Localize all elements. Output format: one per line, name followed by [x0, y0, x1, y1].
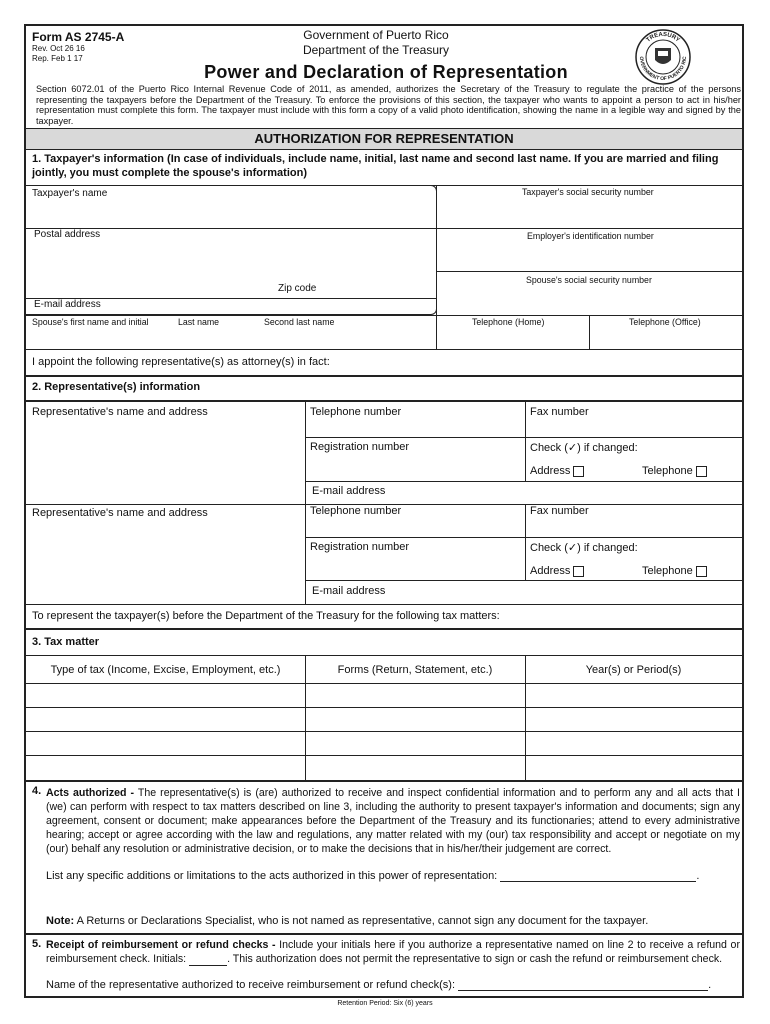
tax-type-header: Type of tax (Income, Excise, Employment, etc.): [50, 664, 281, 676]
agency-block: [226, 28, 526, 58]
government-name: Government of Puerto Rico: [303, 28, 449, 42]
appoint-text: I appoint the following representative(s) as attorney(s) in fact:: [32, 356, 330, 368]
forms-header: Forms (Return, Statement, etc.): [337, 664, 493, 676]
ssn-field[interactable]: [438, 198, 740, 226]
refund-representative-field[interactable]: [458, 990, 708, 991]
spouse-ssn-field[interactable]: [438, 286, 740, 314]
taxpayer-email-field[interactable]: [96, 299, 426, 313]
limitations-text: List any specific additions or limitations to the acts authorized in this power of representation: .: [46, 870, 700, 882]
section4-title: Acts authorized -: [46, 787, 135, 799]
represent-text: To represent the taxpayer(s) before the Department of the Treasury for the following tax matters:: [32, 610, 500, 622]
checkbox-icon[interactable]: [696, 466, 707, 477]
rep2-check-changed-label: Check (✓) if changed:: [530, 542, 638, 554]
rep2-telephone-check[interactable]: Telephone: [642, 565, 707, 577]
tel-office-field[interactable]: [591, 328, 741, 348]
section5-title: Receipt of reimbursement or refund checks -: [46, 939, 276, 951]
rep2-address-check[interactable]: Address: [530, 565, 584, 577]
rep1-email-label: E-mail address: [312, 485, 386, 497]
retention-period: Retention Period: Six (6) years: [337, 1000, 433, 1007]
rep2-fax-label: Fax number: [530, 505, 589, 517]
spouse-name-field[interactable]: [26, 328, 434, 348]
rep1-address-check[interactable]: Address: [530, 465, 584, 477]
seal-top-text: TREASURY: [645, 31, 681, 44]
tax-matter-table-body[interactable]: [26, 684, 742, 780]
section3-heading: 3. Tax matter: [32, 636, 100, 648]
ein-field[interactable]: [438, 242, 740, 269]
section2-heading: 2. Representative(s) information: [32, 381, 201, 393]
reprint-date: Rep. Feb 1 17: [32, 54, 83, 63]
postal-address-label: Postal address: [34, 229, 101, 240]
email-label: E-mail address: [34, 299, 101, 310]
period-header: Year(s) or Period(s): [585, 664, 682, 676]
form-id-block: [32, 30, 124, 64]
last-name-label: Last name: [178, 317, 220, 327]
rep2-telephone-label: Telephone number: [310, 505, 402, 517]
checkbox-icon[interactable]: [573, 566, 584, 577]
section4-number: 4.: [32, 785, 42, 797]
taxpayer-name-field[interactable]: [26, 198, 434, 226]
rep1-telephone-label: Telephone number: [310, 406, 402, 418]
limitations-field[interactable]: [500, 881, 696, 882]
spouse-ssn-label: Spouse's social security number: [526, 275, 652, 285]
rep1-telephone-check[interactable]: Telephone: [642, 465, 707, 477]
ssn-label: Taxpayer's social security number: [522, 187, 654, 197]
rep1-name-field[interactable]: [26, 421, 304, 503]
section-band: AUTHORIZATION FOR REPRESENTATION: [26, 128, 742, 150]
seal-bottom-text: OVERNMENT OF PUERTO RIC: [637, 56, 689, 83]
rep1-check-changed-label: Check (✓) if changed:: [530, 442, 638, 454]
intro-paragraph: Section 6072.01 of the Puerto Rico Internal Revenue Code of 2011, as amended, authorizes the Secretary of the Treasury to regulate the practice of the persons representing the taxpayers before the Department of the Treasury. To enforce the provisions of this section, the taxpayer who wants to appoint a person to act in his/her representation must complete this form. The taxpayer must include with this form a copy of a valid photo identification, showing the name in a legible way and signed by the taxpayer.: [36, 84, 741, 126]
zip-code-label: Zip code: [278, 283, 317, 294]
treasury-seal-icon: [634, 28, 692, 86]
tel-home-field[interactable]: [438, 328, 588, 348]
rep2-name-field[interactable]: [26, 521, 304, 603]
second-last-name-label: Second last name: [264, 317, 335, 327]
rep1-fax-label: Fax number: [530, 406, 589, 418]
section4-paragraph: Acts authorized - The representative(s) is (are) authorized to receive and inspect confidential information and to perform any and all acts that I (we) can perform with respect to tax matters described on line 3, including the authority to present taxpayer's information and documents; sign any agreement, consent or document; make appearances before the Department of the Treasury and its functionaries; attend to every administrative hearing; accept or agree according with the law and regulations, any matter related with my (our) tax responsibility and accept or negotiate on my (our) behalf any resolution or administrative decision, or to make the decisions that in his/her/their judgement are correct.: [46, 787, 740, 855]
note-text: Note: A Returns or Declarations Specialist, who is not named as representative, cannot sign any document for the taxpayer.: [46, 915, 649, 927]
form-page: [24, 24, 744, 998]
checkbox-icon[interactable]: [573, 466, 584, 477]
revision-date: Rev. Oct 26 16: [32, 44, 85, 53]
section5-number: 5.: [32, 938, 42, 950]
rep2-name-label: Representative's name and address: [32, 507, 208, 519]
form-title: Power and Declaration of Representation: [204, 62, 568, 82]
spouse-first-name-label: Spouse's first name and initial: [32, 317, 149, 327]
rep2-email-label: E-mail address: [312, 585, 386, 597]
department-name: Department of the Treasury: [302, 43, 450, 57]
ein-label: Employer's identification number: [527, 231, 654, 241]
section5-paragraph: Receipt of reimbursement or refund checks - Include your initials here if you authorize a representative named on line 2 to receive a refund or reimbursement check. Initials: . This authorization does not permit the representative to sign or cash the refund or reimbursement check.: [46, 939, 740, 965]
section1-heading: 1. Taxpayer's information (In case of individuals, include name, initial, last name and second last name. If you are married and filing jointly, you must complete the spouse's information): [32, 153, 719, 179]
postal-address-field[interactable]: [26, 241, 434, 296]
tel-home-label: Telephone (Home): [472, 317, 545, 327]
form-number: Form AS 2745-A: [32, 30, 125, 44]
rep2-registration-label: Registration number: [310, 541, 410, 553]
rep1-name-label: Representative's name and address: [32, 406, 208, 418]
initials-field[interactable]: [189, 965, 227, 966]
rep1-registration-label: Registration number: [310, 441, 410, 453]
tel-office-label: Telephone (Office): [629, 317, 701, 327]
taxpayer-name-label: Taxpayer's name: [32, 188, 108, 199]
refund-name-text: Name of the representative authorized to receive reimbursement or refund check(s): .: [46, 979, 712, 991]
checkbox-icon[interactable]: [696, 566, 707, 577]
